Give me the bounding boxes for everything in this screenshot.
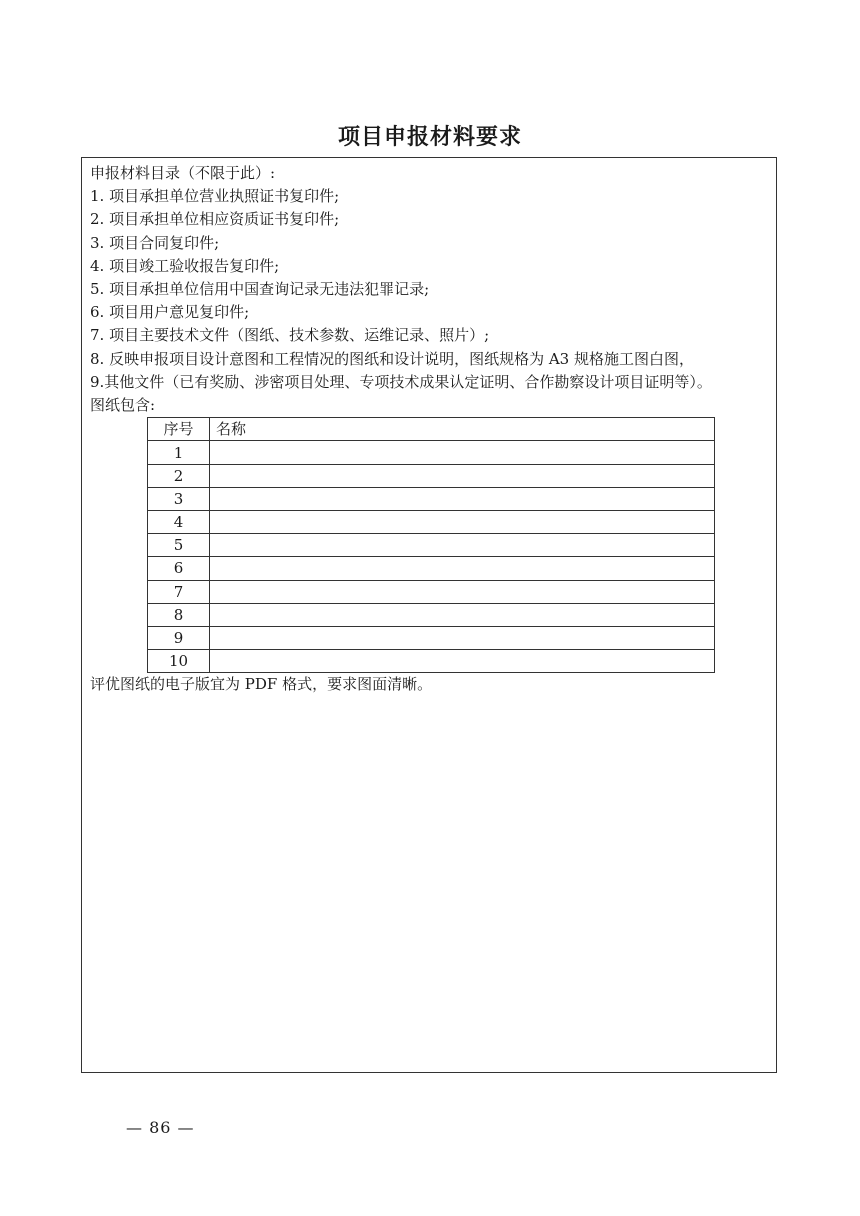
intro-text: 申报材料目录（不限于此）: [90, 164, 276, 182]
table-row [148, 510, 715, 533]
list-item: 9.其他文件（已有奖励、涉密项目处理、专项技术成果认定证明、合作勘察设计项目证明等）。 [90, 372, 712, 391]
row-number: 8 [148, 603, 210, 626]
footer-note: 评优图纸的电子版宜为 PDF 格式，要求图面清晰。 [90, 675, 433, 694]
list-item: 2. 项目承担单位相应资质证书复印件; [90, 210, 340, 229]
table-row [148, 580, 715, 603]
row-name-cell [210, 650, 715, 673]
table-row [148, 487, 715, 510]
row-name-cell [210, 464, 715, 487]
column-header-name: 名称 [210, 418, 715, 441]
list-item: 6. 项目用户意见复印件; [90, 303, 250, 322]
row-number: 5 [148, 534, 210, 557]
row-name-cell [210, 603, 715, 626]
table-row [148, 626, 715, 649]
drawings-label: 图纸包含: [90, 396, 156, 415]
table-header-row [148, 418, 715, 441]
table-row [148, 441, 715, 464]
row-number: 2 [148, 464, 210, 487]
row-number: 9 [148, 626, 210, 649]
list-item: 3. 项目合同复印件; [90, 233, 220, 252]
table-row [148, 464, 715, 487]
list-item: 4. 项目竣工验收报告复印件; [90, 256, 280, 275]
row-name-cell [210, 487, 715, 510]
row-name-cell [210, 510, 715, 533]
list-item: 7. 项目主要技术文件（图纸、技术参数、运维记录、照片）; [90, 326, 490, 345]
row-number: 4 [148, 510, 210, 533]
requirements-frame [81, 157, 777, 1073]
page-number: — 86 — [126, 1118, 195, 1137]
row-name-cell [210, 626, 715, 649]
row-number: 1 [148, 441, 210, 464]
list-item: 8. 反映申报项目设计意图和工程情况的图纸和设计说明，图纸规格为 A3 规格施工图白图， [90, 349, 694, 368]
table-row [148, 534, 715, 557]
row-number: 10 [148, 650, 210, 673]
row-name-cell [210, 441, 715, 464]
page-title: 项目申报材料要求 [337, 125, 522, 150]
row-number: 7 [148, 580, 210, 603]
list-item: 5. 项目承担单位信用中国查询记录无违法犯罪记录; [90, 280, 430, 299]
table-row [148, 557, 715, 580]
row-number: 3 [148, 487, 210, 510]
row-name-cell [210, 580, 715, 603]
column-header-number: 序号 [148, 418, 210, 441]
requirements-content [90, 162, 770, 697]
table-row [148, 650, 715, 673]
list-item: 1. 项目承担单位营业执照证书复印件; [90, 187, 340, 206]
drawings-table [147, 417, 715, 673]
row-name-cell [210, 534, 715, 557]
row-number: 6 [148, 557, 210, 580]
table-row [148, 603, 715, 626]
row-name-cell [210, 557, 715, 580]
